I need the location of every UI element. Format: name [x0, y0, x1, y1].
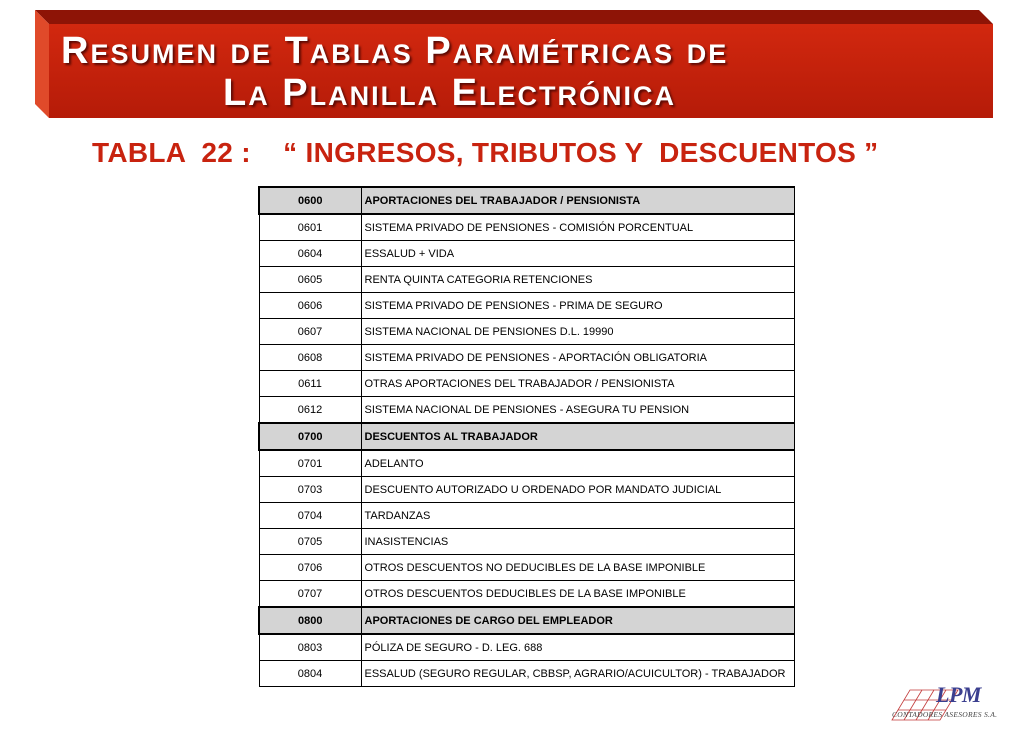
row-code: 0612 [259, 397, 361, 424]
row-code: 0600 [259, 187, 361, 214]
table-subtitle: TABLA 22 : “ INGRESOS, TRIBUTOS Y DESCUENTOS ” [92, 137, 879, 168]
row-code: 0700 [259, 423, 361, 450]
row-code: 0606 [259, 293, 361, 319]
row-description: INASISTENCIAS [361, 529, 795, 555]
table-row [259, 241, 795, 267]
row-description: RENTA QUINTA CATEGORIA RETENCIONES [361, 267, 795, 293]
row-description: SISTEMA NACIONAL DE PENSIONES D.L. 19990 [361, 319, 795, 345]
parameter-table [258, 186, 795, 687]
row-code: 0701 [259, 450, 361, 477]
table-row [259, 345, 795, 371]
table-row [259, 214, 795, 241]
row-description: SISTEMA NACIONAL DE PENSIONES - ASEGURA TU PENSION [361, 397, 795, 424]
table-row [259, 450, 795, 477]
table-row [259, 529, 795, 555]
row-code: 0804 [259, 661, 361, 687]
row-description: OTROS DESCUENTOS DEDUCIBLES DE LA BASE IMPONIBLE [361, 581, 795, 608]
row-code: 0611 [259, 371, 361, 397]
row-code: 0707 [259, 581, 361, 608]
row-code: 0604 [259, 241, 361, 267]
table-row [259, 267, 795, 293]
table-row [259, 581, 795, 608]
table-section-row [259, 187, 795, 214]
row-description: TARDANZAS [361, 503, 795, 529]
row-code: 0605 [259, 267, 361, 293]
table-row [259, 397, 795, 424]
parameter-table-body [259, 187, 795, 687]
row-description: SISTEMA PRIVADO DE PENSIONES - PRIMA DE SEGURO [361, 293, 795, 319]
row-description: ESSALUD + VIDA [361, 241, 795, 267]
page-title-line2: La Planilla Electrónica [223, 72, 676, 114]
table-row [259, 634, 795, 661]
row-code: 0706 [259, 555, 361, 581]
row-code: 0608 [259, 345, 361, 371]
table-row [259, 661, 795, 687]
table-section-row [259, 423, 795, 450]
row-code: 0703 [259, 477, 361, 503]
row-description: SISTEMA PRIVADO DE PENSIONES - APORTACIÓN OBLIGATORIA [361, 345, 795, 371]
row-description: OTRAS APORTACIONES DEL TRABAJADOR / PENSIONISTA [361, 371, 795, 397]
page-title-line1: Resumen de Tablas Paramétricas de [61, 30, 729, 72]
page-title [53, 30, 993, 114]
table-row [259, 371, 795, 397]
row-code: 0601 [259, 214, 361, 241]
title-banner [35, 10, 993, 118]
row-code: 0800 [259, 607, 361, 634]
row-code: 0705 [259, 529, 361, 555]
row-description: APORTACIONES DE CARGO DEL EMPLEADOR [361, 607, 795, 634]
row-code: 0704 [259, 503, 361, 529]
row-description: ADELANTO [361, 450, 795, 477]
company-logo [888, 684, 1006, 722]
logo-tagline: CONTADORES ASESORES S.A. [892, 710, 998, 719]
row-description: DESCUENTO AUTORIZADO U ORDENADO POR MANDATO JUDICIAL [361, 477, 795, 503]
row-description: APORTACIONES DEL TRABAJADOR / PENSIONISTA [361, 187, 795, 214]
table-row [259, 503, 795, 529]
row-description: OTROS DESCUENTOS NO DEDUCIBLES DE LA BASE IMPONIBLE [361, 555, 795, 581]
row-description: ESSALUD (SEGURO REGULAR, CBBSP, AGRARIO/ACUICULTOR) - TRABAJADOR [361, 661, 795, 687]
row-description: DESCUENTOS AL TRABAJADOR [361, 423, 795, 450]
logo-name: LPM [936, 682, 981, 707]
row-description: SISTEMA PRIVADO DE PENSIONES - COMISIÓN PORCENTUAL [361, 214, 795, 241]
row-description: PÓLIZA DE SEGURO - D. LEG. 688 [361, 634, 795, 661]
table-row [259, 319, 795, 345]
row-code: 0607 [259, 319, 361, 345]
table-row [259, 555, 795, 581]
table-row [259, 477, 795, 503]
row-code: 0803 [259, 634, 361, 661]
table-section-row [259, 607, 795, 634]
table-row [259, 293, 795, 319]
